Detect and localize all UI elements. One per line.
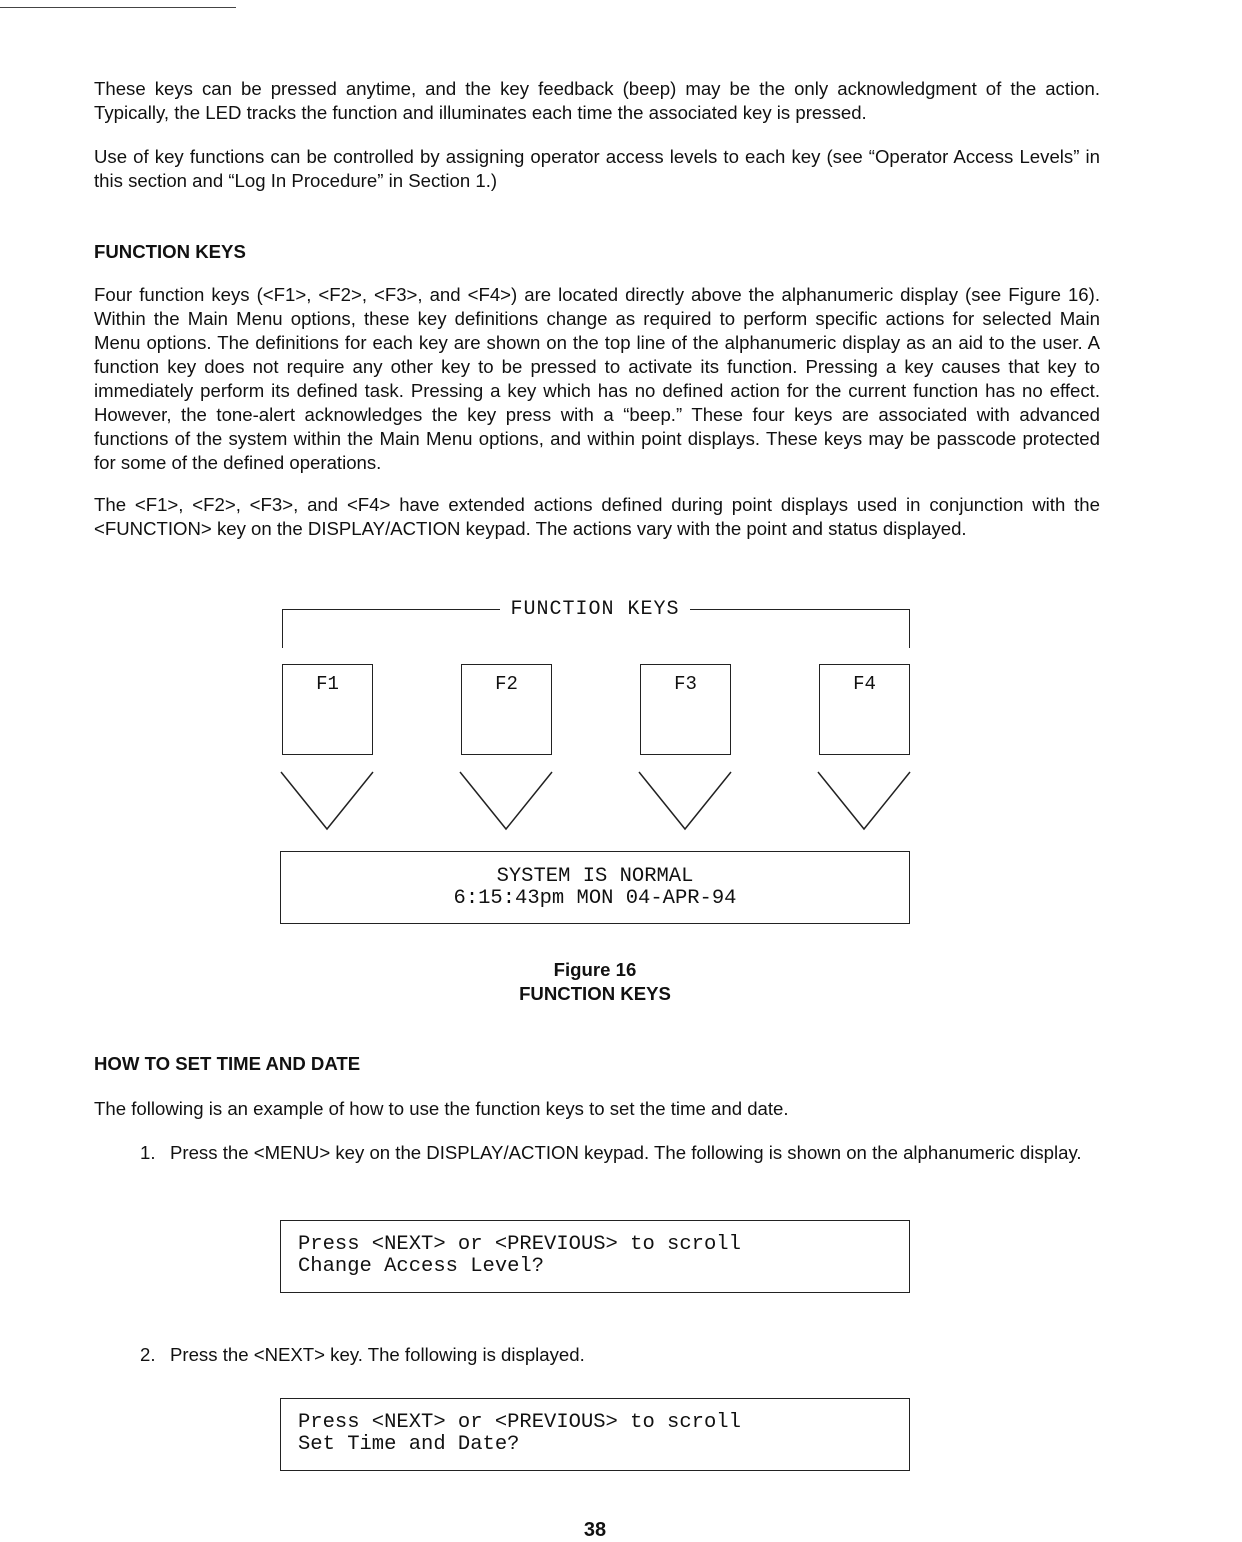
- step-2-text: Press the <NEXT> key. The following is displayed.: [170, 1344, 585, 1365]
- step-1: [140, 1142, 1100, 1186]
- f2-key-label: F2: [495, 673, 518, 695]
- display-line-2: Set Time and Date?: [298, 1433, 520, 1456]
- f2-key[interactable]: [461, 664, 552, 755]
- display-line-1: Press <NEXT> or <PREVIOUS> to scroll: [298, 1411, 741, 1434]
- figure-caption-number: Figure 16: [553, 959, 637, 980]
- f1-key[interactable]: [282, 664, 373, 755]
- step-1-number: 1.: [140, 1142, 156, 1163]
- intro-paragraph-2: Use of key functions can be controlled by assigning operator access levels to each key (see “Operator Access Levels” in this section and “Log In Procedure” in Section 1.): [94, 146, 1100, 191]
- display-line-2: Change Access Level?: [298, 1255, 545, 1278]
- f4-key-label: F4: [853, 673, 876, 695]
- down-arrow-f3-icon: [638, 771, 732, 831]
- display-line-1: Press <NEXT> or <PREVIOUS> to scroll: [298, 1233, 741, 1256]
- step-2: [140, 1344, 1100, 1366]
- step-1-text: Press the <MENU> key on the DISPLAY/ACTION keypad. The following is shown on the alphanumeric display.: [170, 1142, 1082, 1163]
- set-time-date-intro: The following is an example of how to use the function keys to set the time and date.: [94, 1098, 789, 1119]
- display-line-1: SYSTEM IS NORMAL: [496, 865, 694, 888]
- top-rule: [0, 7, 236, 8]
- display-set-time-and-date: [280, 1398, 910, 1471]
- figure-title: FUNCTION KEYS: [275, 597, 915, 623]
- page-number: 38: [583, 1519, 607, 1541]
- intro-paragraph-1: These keys can be pressed anytime, and the key feedback (beep) may be the only acknowledgment of the action. Typically, the LED tracks the function and illuminates each time the associated key is pressed.: [94, 78, 1100, 123]
- f1-key-label: F1: [316, 673, 339, 695]
- function-keys-heading: FUNCTION KEYS: [94, 241, 246, 262]
- set-time-date-heading: HOW TO SET TIME AND DATE: [94, 1053, 361, 1074]
- display-line-2: 6:15:43pm MON 04-APR-94: [453, 887, 737, 910]
- f3-key-label: F3: [674, 673, 697, 695]
- f3-key[interactable]: [640, 664, 731, 755]
- down-arrow-f1-icon: [280, 771, 374, 831]
- display-change-access-level: [280, 1220, 910, 1293]
- function-keys-paragraph-1: Four function keys (<F1>, <F2>, <F3>, and <F4>) are located directly above the alphanumeric display (see Figure 16). Within the Main Menu options, these key definitions change as required to perform specific actions for selected Main Menu options. The definitions for each key are shown on the top line of the alphanumeric display as an aid to the user. A function key does not require any other key to be pressed to activate its function. Pressing a key causes that key to immediately perform its defined task. Pressing a key which has no defined action for the current function has no effect. However, the tone-alert acknowledges the key press with a “beep.” These four keys are associated with advanced functions of the system within the Main Menu options, and within point displays. These keys may be passcode protected for some of the defined operations.: [94, 284, 1100, 473]
- figure-alphanumeric-display: [280, 851, 910, 924]
- f4-key[interactable]: [819, 664, 910, 755]
- down-arrow-f2-icon: [459, 771, 553, 831]
- step-2-number: 2.: [140, 1344, 156, 1365]
- down-arrow-f4-icon: [817, 771, 911, 831]
- function-keys-paragraph-2: The <F1>, <F2>, <F3>, and <F4> have extended actions defined during point displays used in conjunction with the <FUNCTION> key on the DISPLAY/ACTION keypad. The actions vary with the point and status displayed.: [94, 494, 1100, 539]
- figure-caption-title: FUNCTION KEYS: [519, 983, 671, 1004]
